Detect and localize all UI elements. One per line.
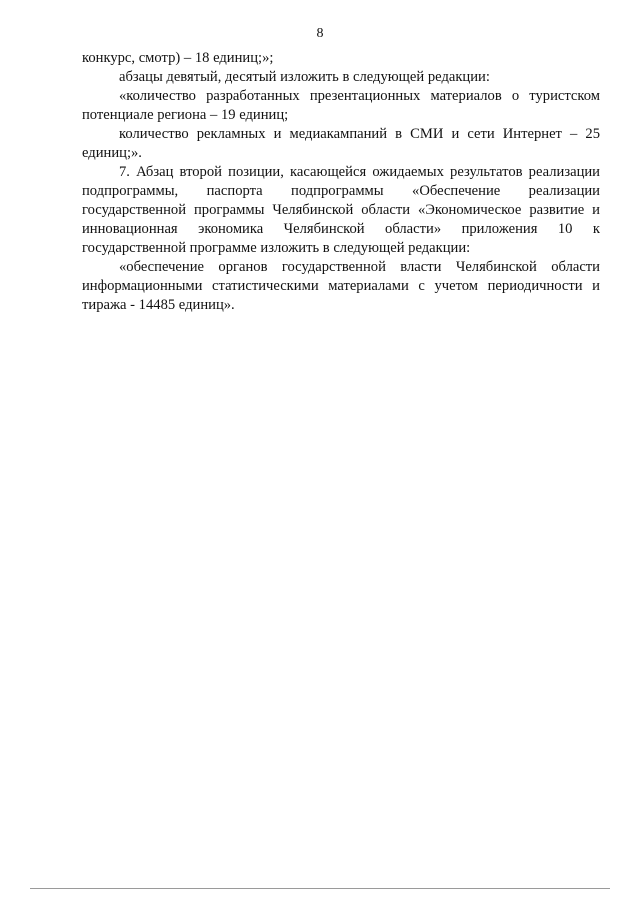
page-bottom-divider — [30, 888, 610, 889]
page-number: 8 — [316, 26, 324, 41]
paragraph-continuation: конкурс, смотр) – 18 единиц;»; — [82, 50, 274, 66]
paragraph-instruction: абзацы девятый, десятый изложить в следующей редакции: — [119, 69, 490, 85]
paragraph-item-7: 7. Абзац второй позиции, касающейся ожидаемых результатов реализации подпрограммы, паспорта подпрограммы «Обеспечение реализации государственной программы Челябинской области «Экономическое развитие и инновационная экономика Челябинской области» приложения 10 к государственной программе изложить в следующей редакции: — [82, 164, 600, 256]
paragraph-statistical-materials: «обеспечение органов государственной власти Челябинской области информационными статистическими материалами с учетом периодичности и тиража - 14485 единиц». — [82, 259, 600, 313]
paragraph-presentation-materials: «количество разработанных презентационных материалов о туристском потенциале региона – 19 единиц; — [82, 88, 600, 123]
paragraph-media-campaigns: количество рекламных и медиакампаний в СМИ и сети Интернет – 25 единиц;». — [82, 126, 600, 161]
document-body — [82, 49, 600, 315]
